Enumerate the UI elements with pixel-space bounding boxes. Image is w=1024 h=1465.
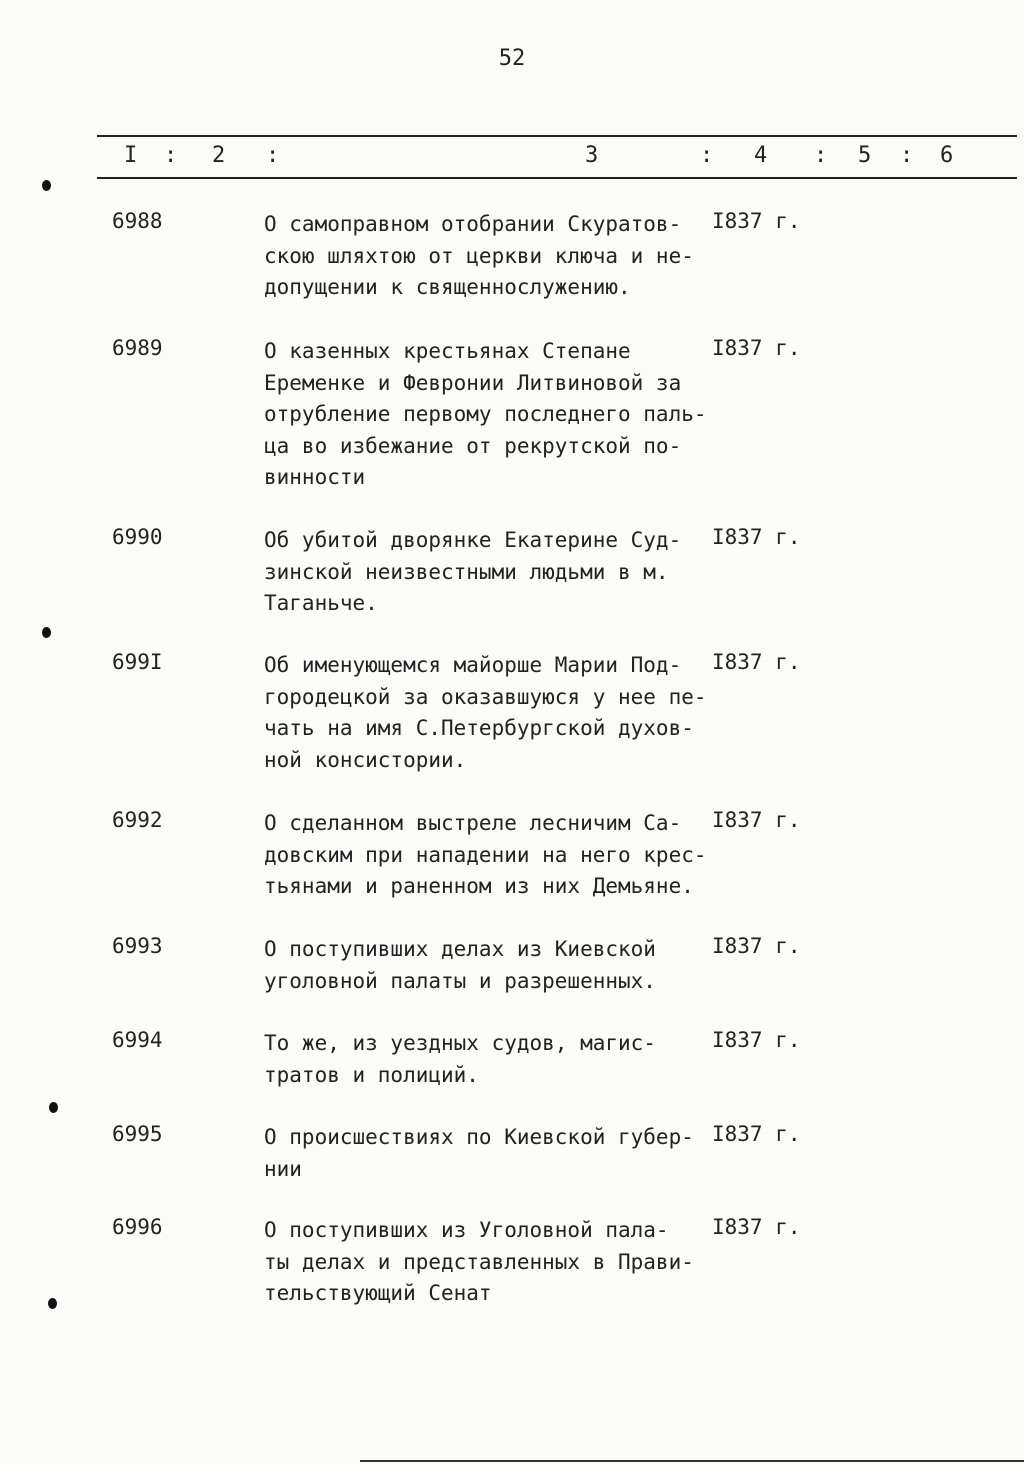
entry-line: Об убитой дворянке Екатерине Суд- — [264, 528, 682, 552]
entry-number: 6990 — [112, 525, 163, 549]
page-number: 52 — [498, 46, 526, 71]
entry-number: 6993 — [112, 934, 163, 958]
entry-line: отрубление первому последнего паль- — [264, 402, 707, 426]
entry-description — [264, 808, 724, 903]
header-separator: : — [900, 143, 914, 168]
entry-description — [264, 1215, 724, 1310]
entry-line: О происшествиях по Киевской губер- — [264, 1125, 694, 1149]
entry-number: 6995 — [112, 1122, 163, 1146]
entry-number: 6996 — [112, 1215, 163, 1239]
entry-year: I837 г. — [712, 1028, 801, 1052]
header-col-3: 3 — [585, 143, 599, 168]
bottom-edge-line — [360, 1460, 1024, 1462]
entry-line: То же, из уездных судов, магис- — [264, 1031, 656, 1055]
entry-line: ца во избежание от рекрутской по- — [264, 433, 682, 458]
entry-line: О поступивших из Уголовной пала- — [264, 1218, 669, 1242]
entry-line: скою шляхтою от церкви ключа и не- — [264, 243, 694, 268]
header-col-4: 4 — [754, 143, 768, 168]
entry-line: тельствующий Сенат — [264, 1281, 492, 1305]
entry-line: довским при нападении на него крес- — [264, 842, 707, 867]
entry-line: чать на имя С.Петербургской духов- — [264, 716, 694, 740]
binding-hole-dot — [42, 627, 51, 638]
entry-description — [264, 1028, 724, 1091]
entry-description — [264, 934, 724, 997]
entry-line: Еременке и Февронии Литвиновой за — [264, 370, 682, 395]
entry-description — [264, 525, 724, 620]
header-top-rule — [97, 135, 1017, 137]
entry-year: I837 г. — [712, 209, 801, 233]
entry-line: допущении к священнослужению. — [264, 275, 631, 299]
entry-line: винности — [264, 465, 366, 489]
entry-line: ной консистории. — [264, 747, 467, 772]
entry-line: О казенных крестьянах Степане — [264, 339, 631, 363]
entry-line: О самоправном отобрании Скуратов- — [264, 212, 682, 236]
header-separator: : — [814, 143, 828, 168]
entry-year: I837 г. — [712, 808, 801, 832]
entry-year: I837 г. — [712, 934, 801, 958]
entry-line: ты делах и представленных в Прави- — [264, 1249, 694, 1274]
header-col-6: 6 — [940, 143, 954, 168]
entry-number: 6994 — [112, 1028, 163, 1052]
entry-line: городецкой за оказавшуюся у нее пе- — [264, 684, 707, 709]
entry-line: тьянами и раненном из них Демьяне. — [264, 874, 694, 898]
entry-year: I837 г. — [712, 336, 801, 360]
header-bottom-rule — [97, 177, 1017, 179]
entry-line: О поступивших делах из Киевской — [264, 937, 656, 961]
entry-line: Об именующемся майорше Марии Под- — [264, 653, 682, 677]
entry-number: 6988 — [112, 209, 163, 233]
entry-description — [264, 650, 724, 776]
header-col-2: 2 — [212, 143, 226, 168]
header-separator: : — [700, 143, 714, 168]
entry-description — [264, 336, 724, 494]
entry-line: Таганьче. — [264, 591, 378, 615]
entry-description — [264, 1122, 724, 1185]
entry-year: I837 г. — [712, 525, 801, 549]
header-separator: : — [164, 143, 178, 168]
entry-number: 699I — [112, 650, 163, 674]
entry-line: нии — [264, 1156, 302, 1181]
entry-year: I837 г. — [712, 1122, 801, 1146]
entry-line: уголовной палаты и разрешенных. — [264, 968, 656, 993]
entry-number: 6989 — [112, 336, 163, 360]
binding-hole-dot — [49, 1102, 58, 1113]
binding-hole-dot — [48, 1298, 57, 1309]
binding-hole-dot — [42, 180, 51, 191]
entry-description — [264, 209, 724, 304]
entry-line: тратов и полиций. — [264, 1062, 479, 1087]
entry-year: I837 г. — [712, 650, 801, 674]
header-col-5: 5 — [858, 143, 872, 168]
entry-line: О сделанном выстреле лесничим Са- — [264, 811, 682, 835]
header-col-1: I — [124, 143, 138, 168]
header-separator: : — [266, 143, 280, 168]
entry-line: зинской неизвестными людьми в м. — [264, 559, 669, 584]
entry-year: I837 г. — [712, 1215, 801, 1239]
entry-number: 6992 — [112, 808, 163, 832]
